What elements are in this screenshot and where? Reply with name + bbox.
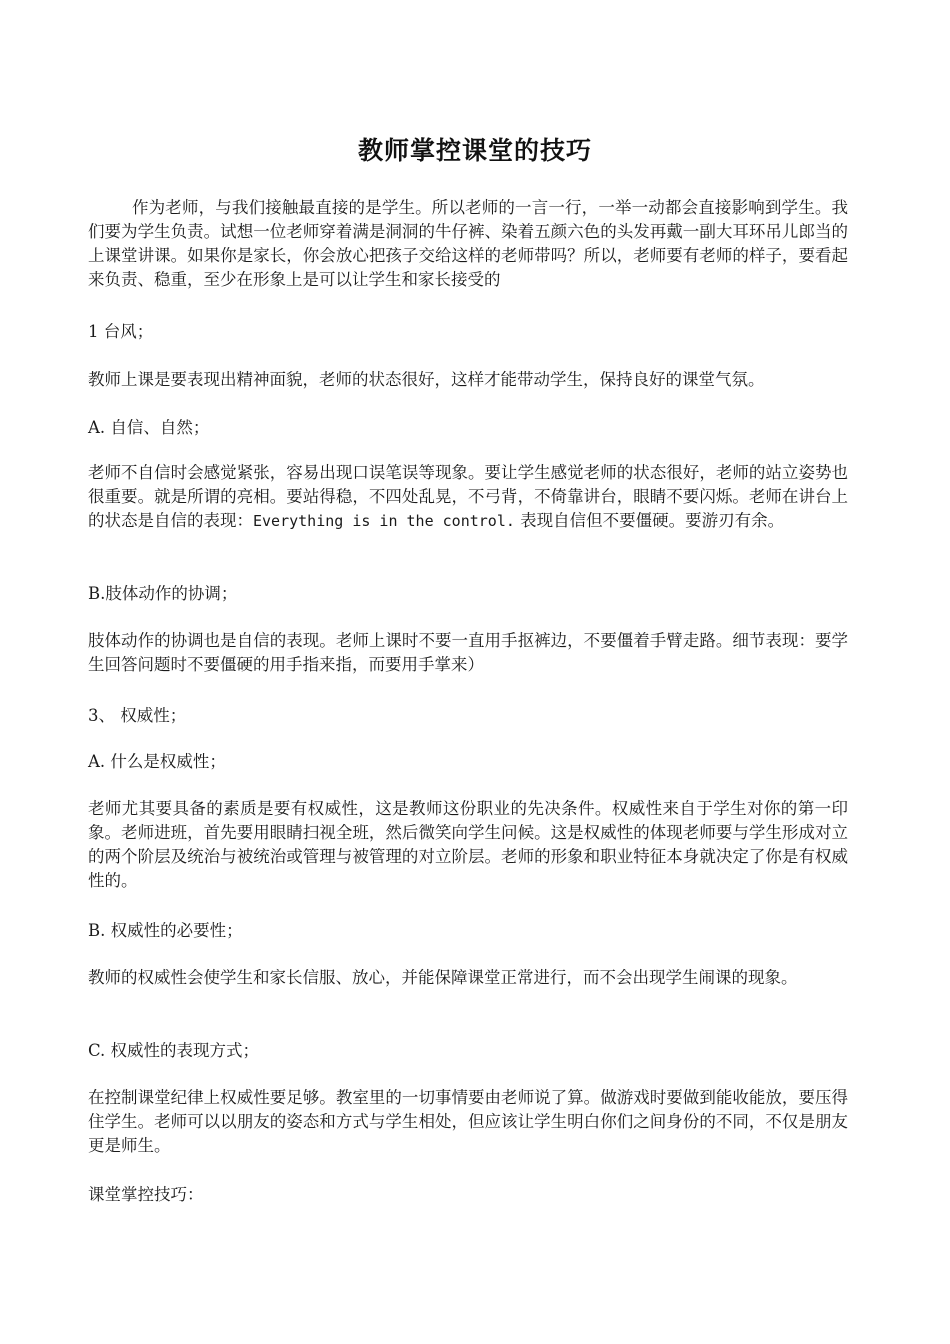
authority-b-heading: B. 权威性的必要性；	[88, 921, 243, 940]
subsection-a-text-1: 老师不自信时会感觉紧张，容易出现口误笔误等现象。要让学生感觉老师的状态很好，老师的站立姿势也很重要。就是所谓的亮相。要站得稳，不四处乱晃，不弓背，不倚靠讲台，眼睛不要闪烁。老师在讲台上的状态是自信的表现：	[88, 463, 848, 530]
subsection-a-heading: A. 自信、自然；	[88, 418, 210, 437]
authority-b-body: 教师的权威性会使学生和家长信服、放心，并能保障课堂正常进行，而不会出现学生闹课的现象。	[88, 968, 798, 987]
intro-paragraph: 作为老师，与我们接触最直接的是学生。所以老师的一言一行，一举一动都会直接影响到学生。我们要为学生负责。试想一位老师穿着满是洞洞的牛仔裤、染着五颜六色的头发再戴一副大耳环吊儿郎当的上课堂讲课。如果你是家长，你会放心把孩子交给这样的老师带吗？所以，老师要有老师的样子，要看起来负责、稳重，至少在形象上是可以让学生和家长接受的	[88, 198, 848, 289]
subsection-a-body	[88, 461, 848, 533]
subsection-b-heading: B.肢体动作的协调；	[88, 584, 238, 603]
document-title: 教师掌控课堂的技巧	[357, 136, 592, 165]
section1-heading: 1 台风；	[88, 322, 154, 341]
tips-heading: 课堂掌控技巧：	[88, 1185, 204, 1204]
authority-c-body: 在控制课堂纪律上权威性要足够。教室里的一切事情要由老师说了算。做游戏时要做到能收能放，要压得住学生。老师可以以朋友的姿态和方式与学生相处，但应该让学生明白你们之间身份的不同，不仅是朋友更是师生。	[88, 1088, 848, 1155]
subsection-a-text-2: 表现自信但不要僵硬。要游刃有余。	[514, 511, 785, 530]
section1-body: 教师上课是要表现出精神面貌，老师的状态很好，这样才能带动学生，保持良好的课堂气氛。	[88, 370, 765, 389]
subsection-a-english-quote: Everything is in the control.	[253, 512, 515, 530]
subsection-b-body: 肢体动作的协调也是自信的表现。老师上课时不要一直用手抠裤边，不要僵着手臂走路。细节表现：要学生回答问题时不要僵硬的用手指来指，而要用手掌来）	[88, 631, 848, 674]
authority-a-heading: A. 什么是权威性；	[88, 752, 226, 771]
section3-heading: 3、 权威性；	[88, 706, 187, 725]
authority-c-heading: C. 权威性的表现方式；	[88, 1041, 260, 1060]
authority-a-body: 老师尤其要具备的素质是要有权威性，这是教师这份职业的先决条件。权威性来自于学生对你的第一印象。老师进班，首先要用眼睛扫视全班，然后微笑向学生问候。这是权威性的体现老师要与学生形成对立的两个阶层及统治与被统治或管理与被管理的对立阶层。老师的形象和职业特征本身就决定了你是有权威性的。	[88, 799, 848, 890]
